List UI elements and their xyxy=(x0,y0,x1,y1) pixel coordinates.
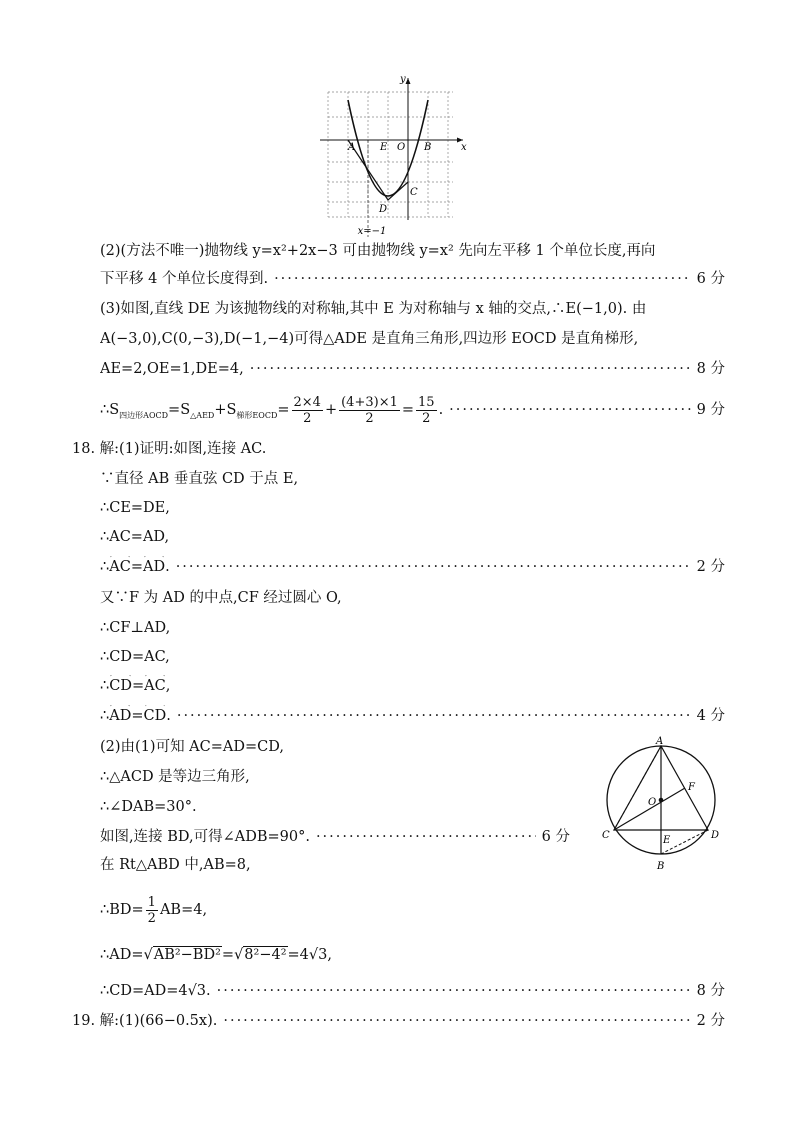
fraction: $\frac{(4+3)\times 1}{2}$ xyxy=(341,394,398,426)
arc: AC xyxy=(109,556,131,578)
score: 9 分 xyxy=(696,402,725,418)
p18-line-3: ∴AC=AD, xyxy=(100,529,170,545)
label-x: x xyxy=(461,142,467,153)
label-o: O xyxy=(397,142,406,153)
fraction: $\frac{2\times 4}{2}$ xyxy=(293,394,321,426)
p18-line-15: ∴BD= $\frac{1}{2}$ AB=4, xyxy=(100,894,208,926)
p18-line-6: ∴CF⊥AD, xyxy=(100,620,171,636)
score: 8 分 xyxy=(696,361,725,377)
circle-label-a: A xyxy=(656,736,664,747)
arc: AD xyxy=(109,705,131,727)
fraction: $\frac{15}{2}$ xyxy=(418,394,435,426)
p17-line-1: (2)(方法不唯一)抛物线 y=x²+2x−3 可由抛物线 y=x² 先向左平移 1 个单位长度,再向 xyxy=(100,243,656,259)
label-a: A xyxy=(348,142,356,153)
p18-line-11: ∴△ACD 是等边三角形, xyxy=(100,769,250,785)
p17-line-2: 下平移 4 个单位长度得到. ····· 6 分 xyxy=(100,268,725,290)
p18-line-9: ∴AD=CD. ····· 4 分 xyxy=(100,705,725,727)
p18-line-1: ∵直径 AB 垂直弦 CD 于点 E, xyxy=(100,471,299,487)
circle-label-f: F xyxy=(688,782,695,793)
p17-line-3: (3)如图,直线 DE 为该抛物线的对称轴,其中 E 为对称轴与 x 轴的交点,∴E(−1,0). 由 xyxy=(100,301,647,317)
label-c: C xyxy=(410,187,418,198)
score: 6 分 xyxy=(541,829,570,845)
q19-line: 19. 解:(1)(66−0.5x). ····· 2 分 xyxy=(72,1010,725,1032)
arc: CD xyxy=(144,705,167,727)
p17-line-6: $\therefore S_{四边形AOCD}=S_{\triangle AED}+S_{梯形EOCD}=$ $\frac{2\times 4}{2}$ + $\frac{(4+3)\times 1}{2}$ = $\frac{15}{2}$ . ····· 9 分 xyxy=(100,392,725,428)
p18-line-4: ∴AC=AD. ····· 2 分 xyxy=(100,556,725,578)
label-axis: x=−1 xyxy=(357,226,387,237)
label-b: B xyxy=(424,142,432,153)
graph-grid xyxy=(328,92,453,237)
arc: AC xyxy=(144,675,166,697)
p18-line-16: ∴AD=√AB²−BD²=√8²−4²=4√3, xyxy=(100,947,332,963)
score: 4 分 xyxy=(696,708,725,724)
arc: AD xyxy=(143,556,165,578)
p18-line-14: 在 Rt△ABD 中,AB=8, xyxy=(100,857,251,873)
label-d: D xyxy=(379,204,388,215)
p18-line-12: ∴∠DAB=30°. xyxy=(100,799,197,815)
p18-line-10: (2)由(1)可知 AC=AD=CD, xyxy=(100,739,284,755)
circle-label-e: E xyxy=(663,835,671,846)
q18-heading: 18. 解:(1)证明:如图,连接 AC. xyxy=(72,441,267,457)
p18-line-2: ∴CE=DE, xyxy=(100,500,170,516)
p18-line-17: ∴CD=AD=4√3. ····· 8 分 xyxy=(100,980,725,1002)
circle-label-o: O xyxy=(648,797,657,808)
score: 8 分 xyxy=(696,983,725,999)
circle-label-b: B xyxy=(657,861,665,872)
p18-line-8: ∴CD=AC, xyxy=(100,675,725,697)
circle-label-c: C xyxy=(602,830,610,841)
line-cf xyxy=(614,788,685,830)
p18-line-13: 如图,连接 BD,可得∠ADB=90°. ····· 6 分 xyxy=(100,826,570,848)
score: 2 分 xyxy=(696,1013,725,1029)
score: 2 分 xyxy=(696,559,725,575)
p17-line-5: AE=2,OE=1,DE=4, ····· 8 分 xyxy=(100,358,725,380)
parabola-graph xyxy=(318,72,478,242)
arc: CD xyxy=(109,675,132,697)
fraction: $\frac{1}{2}$ xyxy=(147,894,156,926)
score: 6 分 xyxy=(696,271,725,287)
center-dot xyxy=(659,798,664,803)
p18-line-7: ∴CD=AC, xyxy=(100,649,170,665)
circle-figure xyxy=(596,734,730,876)
label-e: E xyxy=(380,142,388,153)
p18-line-5: 又∵F 为 AD 的中点,CF 经过圆心 O, xyxy=(100,590,342,606)
p17-line-4: A(−3,0),C(0,−3),D(−1,−4)可得△ADE 是直角三角形,四边形 EOCD 是直角梯形, xyxy=(100,331,639,347)
circle-label-d: D xyxy=(711,830,720,841)
label-y: y xyxy=(400,74,406,85)
